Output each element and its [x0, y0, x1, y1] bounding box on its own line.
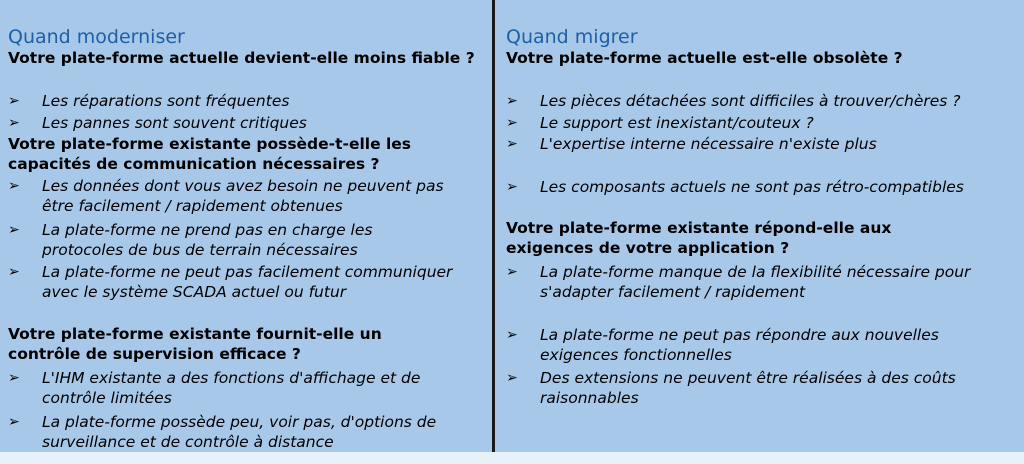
arrow-bullet-icon: ➢: [8, 414, 20, 430]
arrow-bullet-icon: ➢: [8, 93, 20, 109]
arrow-bullet-icon: ➢: [506, 327, 518, 343]
arrow-bullet-icon: ➢: [506, 370, 518, 386]
arrow-bullet-icon: ➢: [506, 136, 518, 152]
left-title: Quand moderniser: [8, 26, 185, 48]
arrow-bullet-icon: ➢: [8, 222, 20, 238]
arrow-bullet-icon: ➢: [8, 370, 20, 386]
divider: [492, 0, 495, 452]
arrow-bullet-icon: ➢: [506, 115, 518, 131]
arrow-bullet-icon: ➢: [8, 115, 20, 131]
left-question-3: Votre plate-forme existante fournit-elle un contrôle de supervision efficace ?: [8, 325, 382, 363]
arrow-bullet-icon: ➢: [506, 179, 518, 195]
arrow-bullet-icon: ➢: [8, 264, 20, 280]
bottom-strip: [0, 452, 1024, 464]
right-title: Quand migrer: [506, 26, 638, 48]
arrow-bullet-icon: ➢: [8, 178, 20, 194]
left-question-1: Votre plate-forme actuelle devient-elle moins fiable ?: [8, 49, 475, 67]
arrow-bullet-icon: ➢: [506, 93, 518, 109]
left-question-2: Votre plate-forme existante possède-t-elle les capacités de communication nécessaires ?: [8, 135, 412, 173]
arrow-bullet-icon: ➢: [506, 264, 518, 280]
right-question-2: Votre plate-forme existante répond-elle aux exigences de votre application ?: [506, 219, 892, 257]
right-question-1: Votre plate-forme actuelle est-elle obsolète ?: [506, 49, 903, 67]
